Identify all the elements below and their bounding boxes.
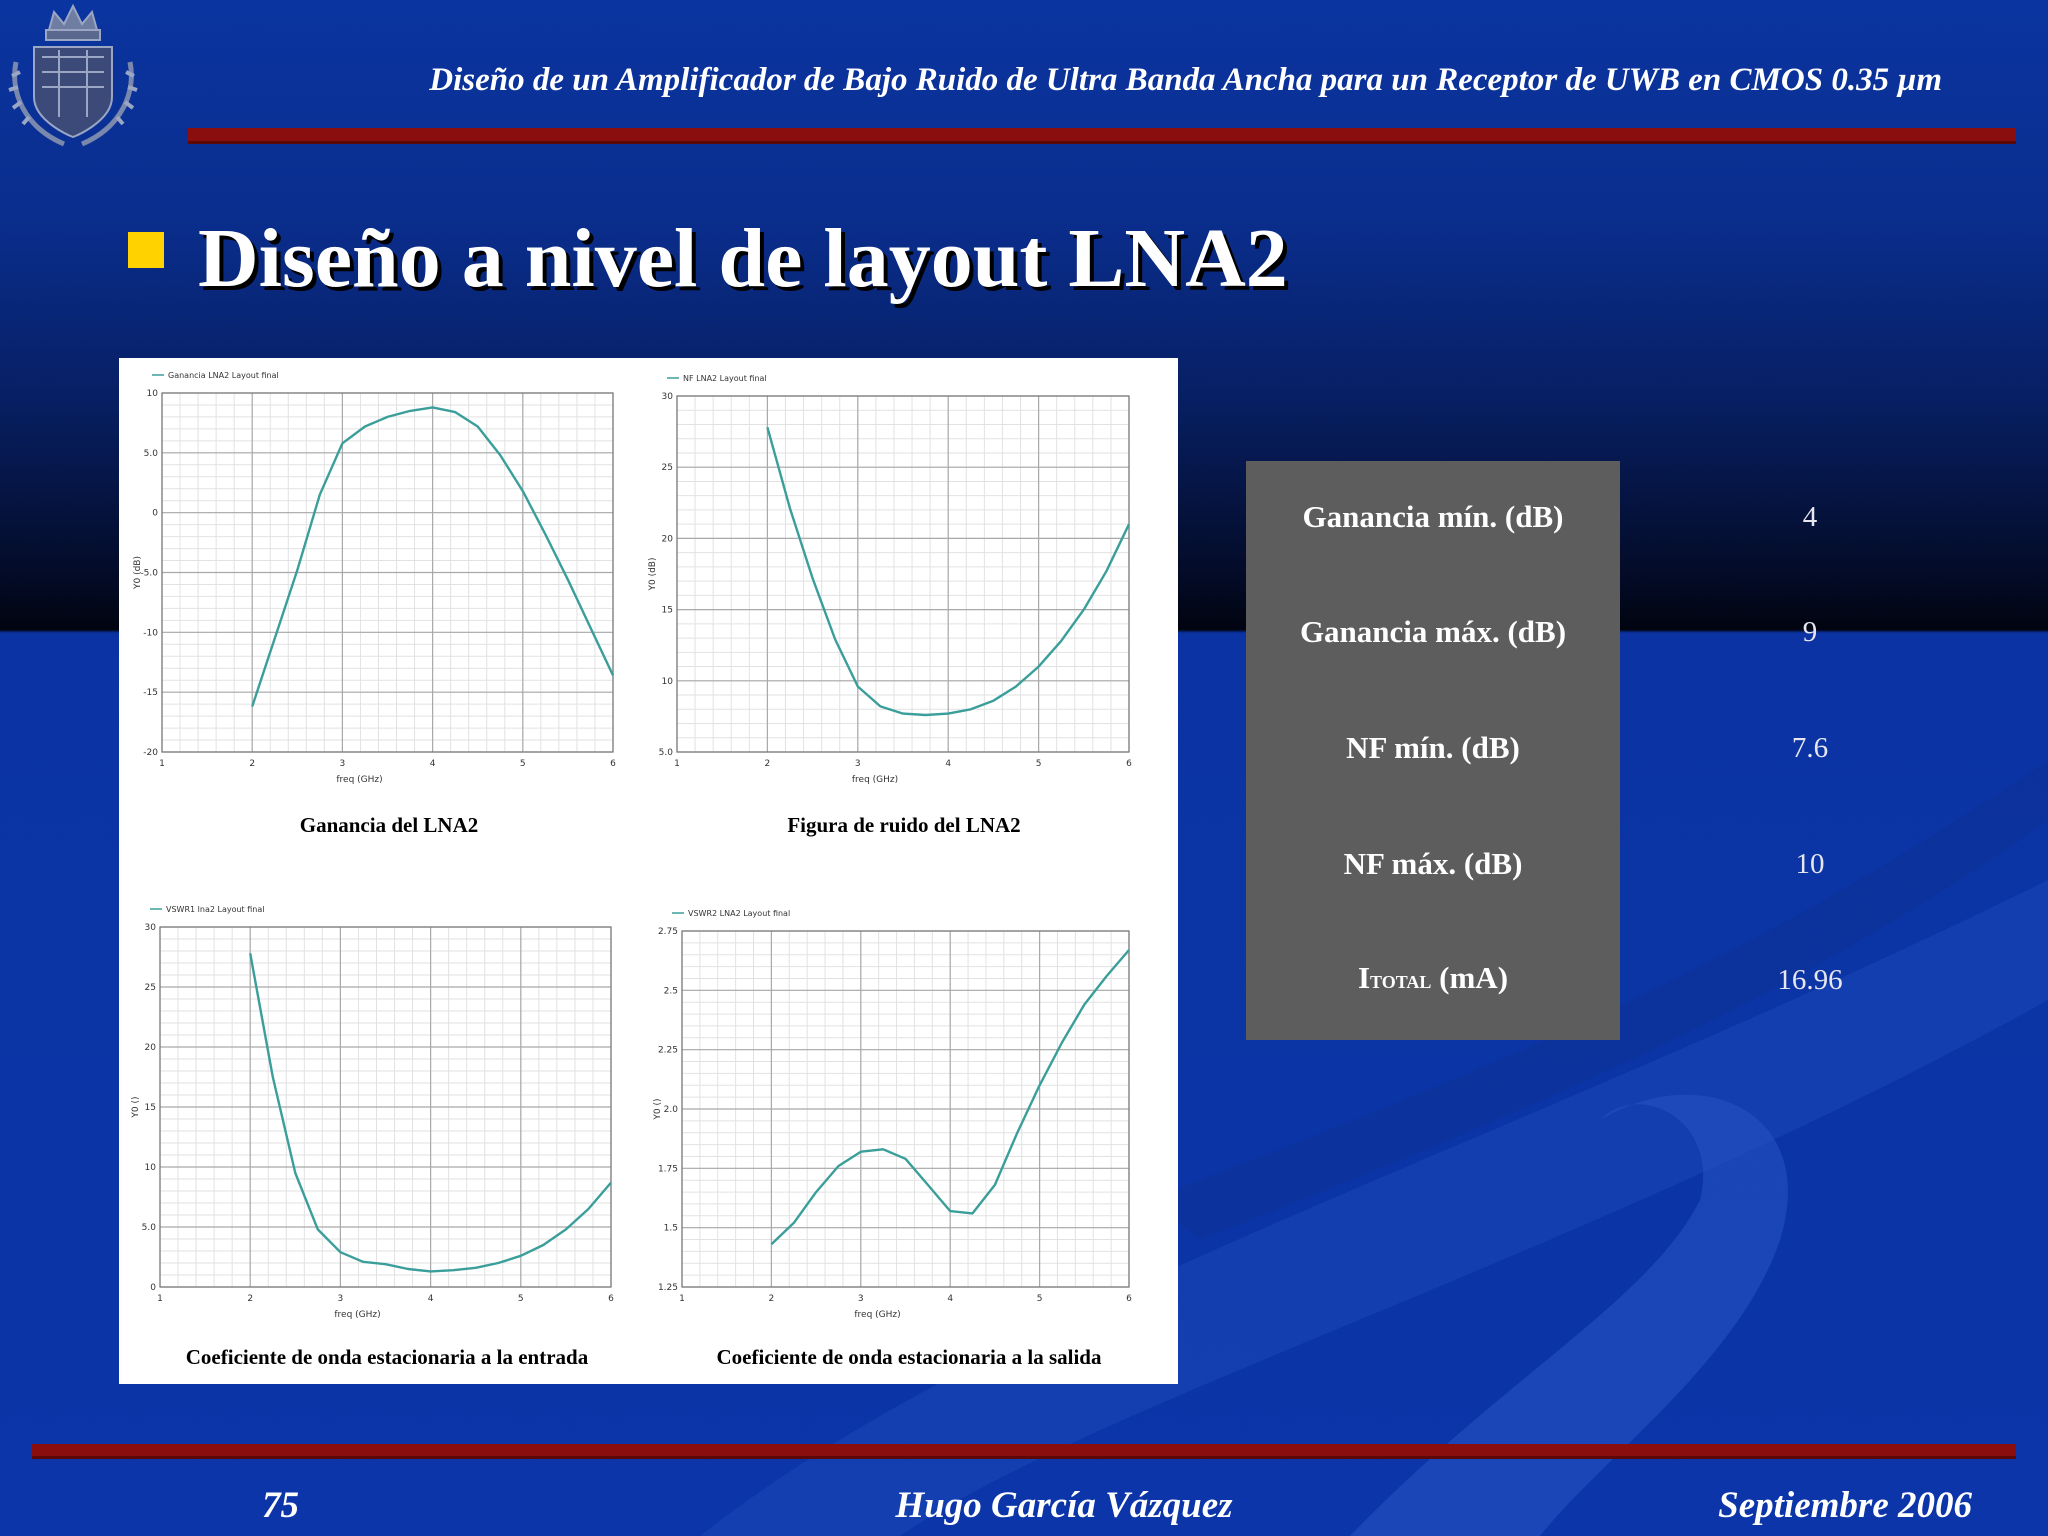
y-tick-label: 5.0 — [143, 448, 158, 459]
simulation-charts — [119, 358, 1178, 1384]
slide-title: Diseño a nivel de layout LNA2 — [198, 212, 1288, 305]
x-tick-label: 2 — [764, 759, 771, 769]
x-tick-label: 6 — [1126, 759, 1132, 769]
header-divider — [188, 128, 2016, 144]
chart-caption: Coeficiente de onda estacionaria a la entrada — [185, 1345, 589, 1369]
y-tick-label: 2.5 — [663, 986, 678, 997]
x-tick-label: 3 — [339, 759, 346, 769]
x-tick-label: 2 — [249, 759, 256, 769]
stat-label-nf-min: NF mín. (dB) — [1346, 730, 1520, 765]
x-tick-label: 3 — [337, 1294, 344, 1304]
x-tick-label: 2 — [247, 1294, 254, 1304]
y-tick-label: -15 — [143, 688, 158, 699]
stat-label-current-symbol: I — [1357, 960, 1371, 995]
y-tick-label: 10 — [144, 1163, 156, 1173]
y-tick-label: 30 — [144, 923, 156, 933]
stat-label-gain-max: Ganancia máx. (dB) — [1299, 614, 1567, 649]
x-tick-label: 4 — [947, 1294, 954, 1304]
y-tick-label: 1.5 — [663, 1223, 678, 1234]
chart-2 — [648, 374, 1132, 837]
x-tick-label: 4 — [427, 1294, 434, 1304]
y-tick-label: -10 — [143, 628, 158, 639]
y-tick-label: 0 — [152, 508, 158, 519]
y-tick-label: -20 — [143, 748, 158, 758]
y-tick-label: 0 — [150, 1283, 156, 1293]
x-tick-label: 5 — [1036, 1294, 1043, 1304]
plot-frame — [677, 396, 1129, 752]
y-tick-label: 10 — [146, 389, 158, 399]
x-tick-label: 5 — [519, 759, 526, 769]
x-tick-label: 4 — [945, 759, 952, 769]
x-tick-label: 5 — [1035, 759, 1042, 769]
x-tick-label: 1 — [679, 1294, 685, 1304]
x-tick-label: 3 — [857, 1294, 864, 1304]
footer-date: Septiembre 2006 — [1718, 1485, 1972, 1526]
stat-label-current-unit: (mA) — [1431, 960, 1509, 995]
stat-label-current — [1246, 960, 1620, 996]
chart-caption: Coeficiente de onda estacionaria a la salida — [716, 1345, 1102, 1369]
y-tick-label: 30 — [661, 392, 673, 402]
stat-value-gain-min: 4 — [1802, 501, 1818, 533]
x-tick-label: 1 — [159, 759, 165, 769]
x-tick-label: 5 — [517, 1294, 524, 1304]
footer-author: Hugo García Vázquez — [895, 1485, 1233, 1526]
x-tick-label: 6 — [608, 1294, 614, 1304]
y-tick-label: 25 — [144, 983, 156, 993]
x-axis-label: freq (GHz) — [336, 775, 383, 785]
stat-value-gain-max: 9 — [1802, 616, 1818, 648]
x-tick-label: 4 — [429, 759, 436, 769]
y-axis-label: Y0 (dB) — [133, 556, 143, 589]
y-tick-label: 15 — [144, 1103, 156, 1113]
y-tick-label: 1.25 — [657, 1283, 678, 1293]
stat-label-current-subscript: TOTAL — [1370, 972, 1432, 992]
x-axis-label: freq (GHz) — [854, 1310, 901, 1320]
y-tick-label: 2.75 — [657, 927, 678, 937]
y-axis-label: Y0 (dB) — [648, 557, 658, 591]
x-tick-label: 1 — [157, 1294, 163, 1304]
y-tick-label: 2.0 — [663, 1105, 678, 1115]
simulation-charts-panel — [119, 358, 1178, 1384]
y-tick-label: 5.0 — [141, 1223, 156, 1233]
y-tick-label: -5.0 — [140, 568, 158, 579]
y-tick-label: 5.0 — [658, 748, 673, 758]
footer-page-number: 75 — [262, 1485, 299, 1526]
y-tick-label: 1.75 — [657, 1164, 678, 1175]
y-tick-label: 15 — [661, 605, 673, 616]
y-tick-label: 25 — [661, 463, 673, 474]
chart-caption: Ganancia del LNA2 — [299, 813, 479, 837]
x-axis-label: freq (GHz) — [334, 1310, 381, 1320]
stat-value-nf-min: 7.6 — [1791, 732, 1829, 764]
chart-4 — [653, 909, 1132, 1369]
chart-3 — [131, 905, 614, 1369]
stat-value-nf-max: 10 — [1795, 848, 1825, 880]
footer-divider — [32, 1444, 2016, 1459]
y-tick-label: 20 — [661, 534, 673, 545]
legend-label: NF LNA2 Layout final — [683, 374, 767, 383]
legend-label: Ganancia LNA2 Layout final — [168, 371, 279, 380]
y-tick-label: 20 — [144, 1043, 156, 1053]
stat-value-current: 16.96 — [1777, 964, 1843, 996]
chart-caption: Figura de ruido del LNA2 — [787, 813, 1021, 837]
y-tick-label: 10 — [661, 676, 673, 687]
stat-label-nf-max: NF máx. (dB) — [1343, 846, 1523, 881]
legend-label: VSWR1 lna2 Layout final — [166, 905, 265, 914]
y-axis-label: Y0 () — [131, 1096, 141, 1118]
y-tick-label: 2.25 — [657, 1045, 678, 1056]
chart-1 — [133, 371, 616, 837]
presentation-header-title: Diseño de un Amplificador de Bajo Ruido de Ultra Banda Ancha para un Receptor de UWB en CMOS 0.35 µm — [429, 62, 1942, 98]
bullet-square-icon — [128, 232, 164, 268]
x-tick-label: 3 — [854, 759, 861, 769]
x-tick-label: 6 — [610, 759, 616, 769]
legend-label: VSWR2 LNA2 Layout final — [688, 909, 791, 918]
x-tick-label: 2 — [768, 1294, 775, 1304]
x-axis-label: freq (GHz) — [851, 775, 899, 785]
y-axis-label: Y0 () — [653, 1098, 663, 1120]
x-tick-label: 6 — [1126, 1294, 1132, 1304]
x-tick-label: 1 — [674, 759, 680, 769]
stat-label-gain-min: Ganancia mín. (dB) — [1302, 499, 1564, 534]
